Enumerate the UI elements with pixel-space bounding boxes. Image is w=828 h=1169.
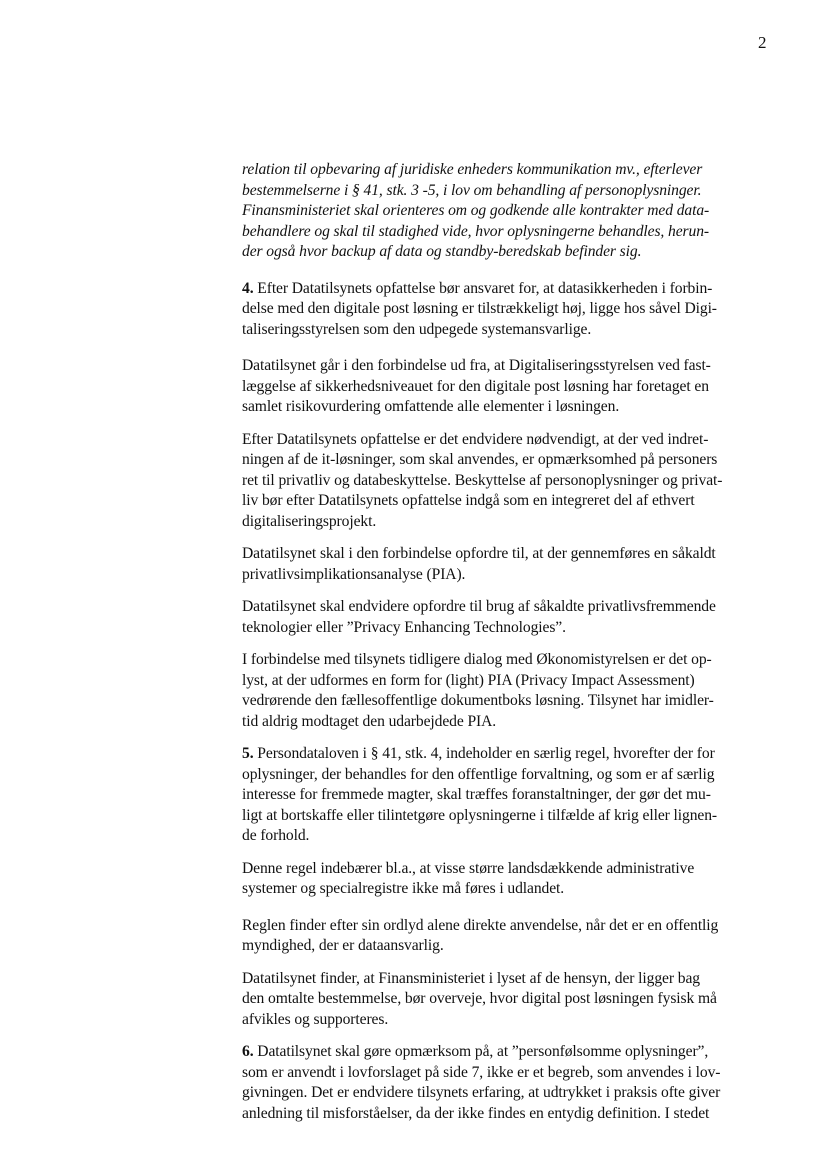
text-line: de forhold. <box>242 827 310 844</box>
text-line: bestemmelserne i § 41, stk. 3 -5, i lov om behandling af personoplysninger. <box>242 181 702 199</box>
paragraph <box>242 544 772 585</box>
text-line: ret til privatliv og databeskyttelse. Beskyttelse af personoplysninger og privat- <box>242 471 723 489</box>
paragraph-section-5 <box>242 744 772 847</box>
text-line: Datatilsynet skal gøre opmærksom på, at ”personfølsomme oplysninger”, <box>253 1043 709 1060</box>
page-number: 2 <box>758 33 767 52</box>
text-line: lyst, at der udformes en form for (light) PIA (Privacy Impact Assessment) <box>242 671 695 689</box>
text-line: Finansministeriet skal orienteres om og godkende alle kontrakter med data- <box>242 202 710 219</box>
text-line: ningen af de it-løsninger, som skal anvendes, er opmærksomhed på personers <box>242 451 718 468</box>
text-line: tid aldrig modtaget den udarbejdede PIA. <box>242 712 497 730</box>
text-line: afvikles og supporteres. <box>242 1010 389 1028</box>
text-line: Denne regel indebærer bl.a., at visse større landsdækkende administrative <box>242 859 695 877</box>
text-line: behandlere og skal til stadighed vide, hvor oplysningerne behandles, herun- <box>242 222 710 240</box>
text-line: Reglen finder efter sin ordlyd alene direkte anvendelse, når det er en offentlig <box>242 916 719 934</box>
section-number: 4. <box>242 279 254 297</box>
paragraph-section-6 <box>242 1042 772 1124</box>
text-line: myndighed, der er dataansvarlig. <box>242 937 444 954</box>
text-line: teknologier eller ”Privacy Enhancing Technologies”. <box>242 618 566 636</box>
paragraph <box>242 859 772 900</box>
paragraph-intro <box>242 160 772 263</box>
text-line: delse med den digitale post løsning er tilstrækkeligt høj, ligge hos såvel Digi- <box>242 300 717 317</box>
text-line: læggelse af sikkerhedsniveauet for den digitale post løsning har foretaget en <box>242 377 709 395</box>
text-line: digitaliseringsprojekt. <box>242 512 377 530</box>
text-line: den omtalte bestemmelse, bør overveje, hvor digital post løsningen fysisk må <box>242 990 717 1007</box>
text-line: anledning til misforståelser, da der ikke findes en entydig definition. I stedet <box>242 1104 710 1122</box>
text-line: liv bør efter Datatilsynets opfattelse indgå som en integreret del af ethvert <box>242 492 695 509</box>
text-line: taliseringsstyrelsen som den udpegede systemansvarlige. <box>242 320 592 338</box>
paragraph <box>242 356 772 418</box>
text-line: systemer og specialregistre ikke må føres i udlandet. <box>242 880 565 897</box>
text-line: vedrørende den fællesoffentlige dokumentboks løsning. Tilsynet har imidler- <box>242 692 714 709</box>
text-line: der også hvor backup af data og standby-beredskab befinder sig. <box>242 243 642 260</box>
text-line: Efter Datatilsynets opfattelse er det endvidere nødvendigt, at der ved indret- <box>242 430 709 448</box>
paragraph <box>242 969 772 1031</box>
text-line: Datatilsynet går i den forbindelse ud fra, at Digitaliseringsstyrelsen ved fast- <box>242 357 711 374</box>
text-line: Datatilsynet skal endvidere opfordre til brug af såkaldte privatlivsfremmende <box>242 598 716 615</box>
document-body <box>242 160 772 1124</box>
paragraph <box>242 430 772 533</box>
text-line: I forbindelse med tilsynets tidligere dialog med Økonomistyrelsen er det op- <box>242 651 712 668</box>
text-line: Datatilsynet skal i den forbindelse opfordre til, at der gennemføres en såkaldt <box>242 545 716 562</box>
text-line: ligt at bortskaffe eller tilintetgøre oplysningerne i tilfælde af krig eller lignen- <box>242 806 718 824</box>
section-number: 6. <box>242 1043 254 1060</box>
text-line: oplysninger, der behandles for den offentlige forvaltning, og som er af særlig <box>242 765 715 783</box>
text-line: interesse for fremmede magter, skal træffes foranstaltninger, der gør det mu- <box>242 786 711 803</box>
section-number: 5. <box>242 745 254 762</box>
paragraph <box>242 650 772 732</box>
text-line: privatlivsimplikationsanalyse (PIA). <box>242 565 466 583</box>
text-line: Datatilsynet finder, at Finansministeriet i lyset af de hensyn, der ligger bag <box>242 969 700 987</box>
text-line: givningen. Det er endvidere tilsynets erfaring, at udtrykket i praksis ofte giver <box>242 1084 721 1101</box>
text-line: som er anvendt i lovforslaget på side 7, ikke er et begreb, som anvendes i lov- <box>242 1063 721 1081</box>
paragraph <box>242 916 772 957</box>
text-line: Efter Datatilsynets opfattelse bør ansvaret for, at datasikkerheden i forbin- <box>253 279 713 297</box>
text-line: relation til opbevaring af juridiske enheders kommunikation mv., efterlever <box>242 161 703 178</box>
text-line: samlet risikovurdering omfattende alle elementer i løsningen. <box>242 398 620 415</box>
paragraph <box>242 597 772 638</box>
text-line: Persondataloven i § 41, stk. 4, indeholder en særlig regel, hvorefter der for <box>253 745 715 762</box>
paragraph-section-4 <box>242 279 772 341</box>
